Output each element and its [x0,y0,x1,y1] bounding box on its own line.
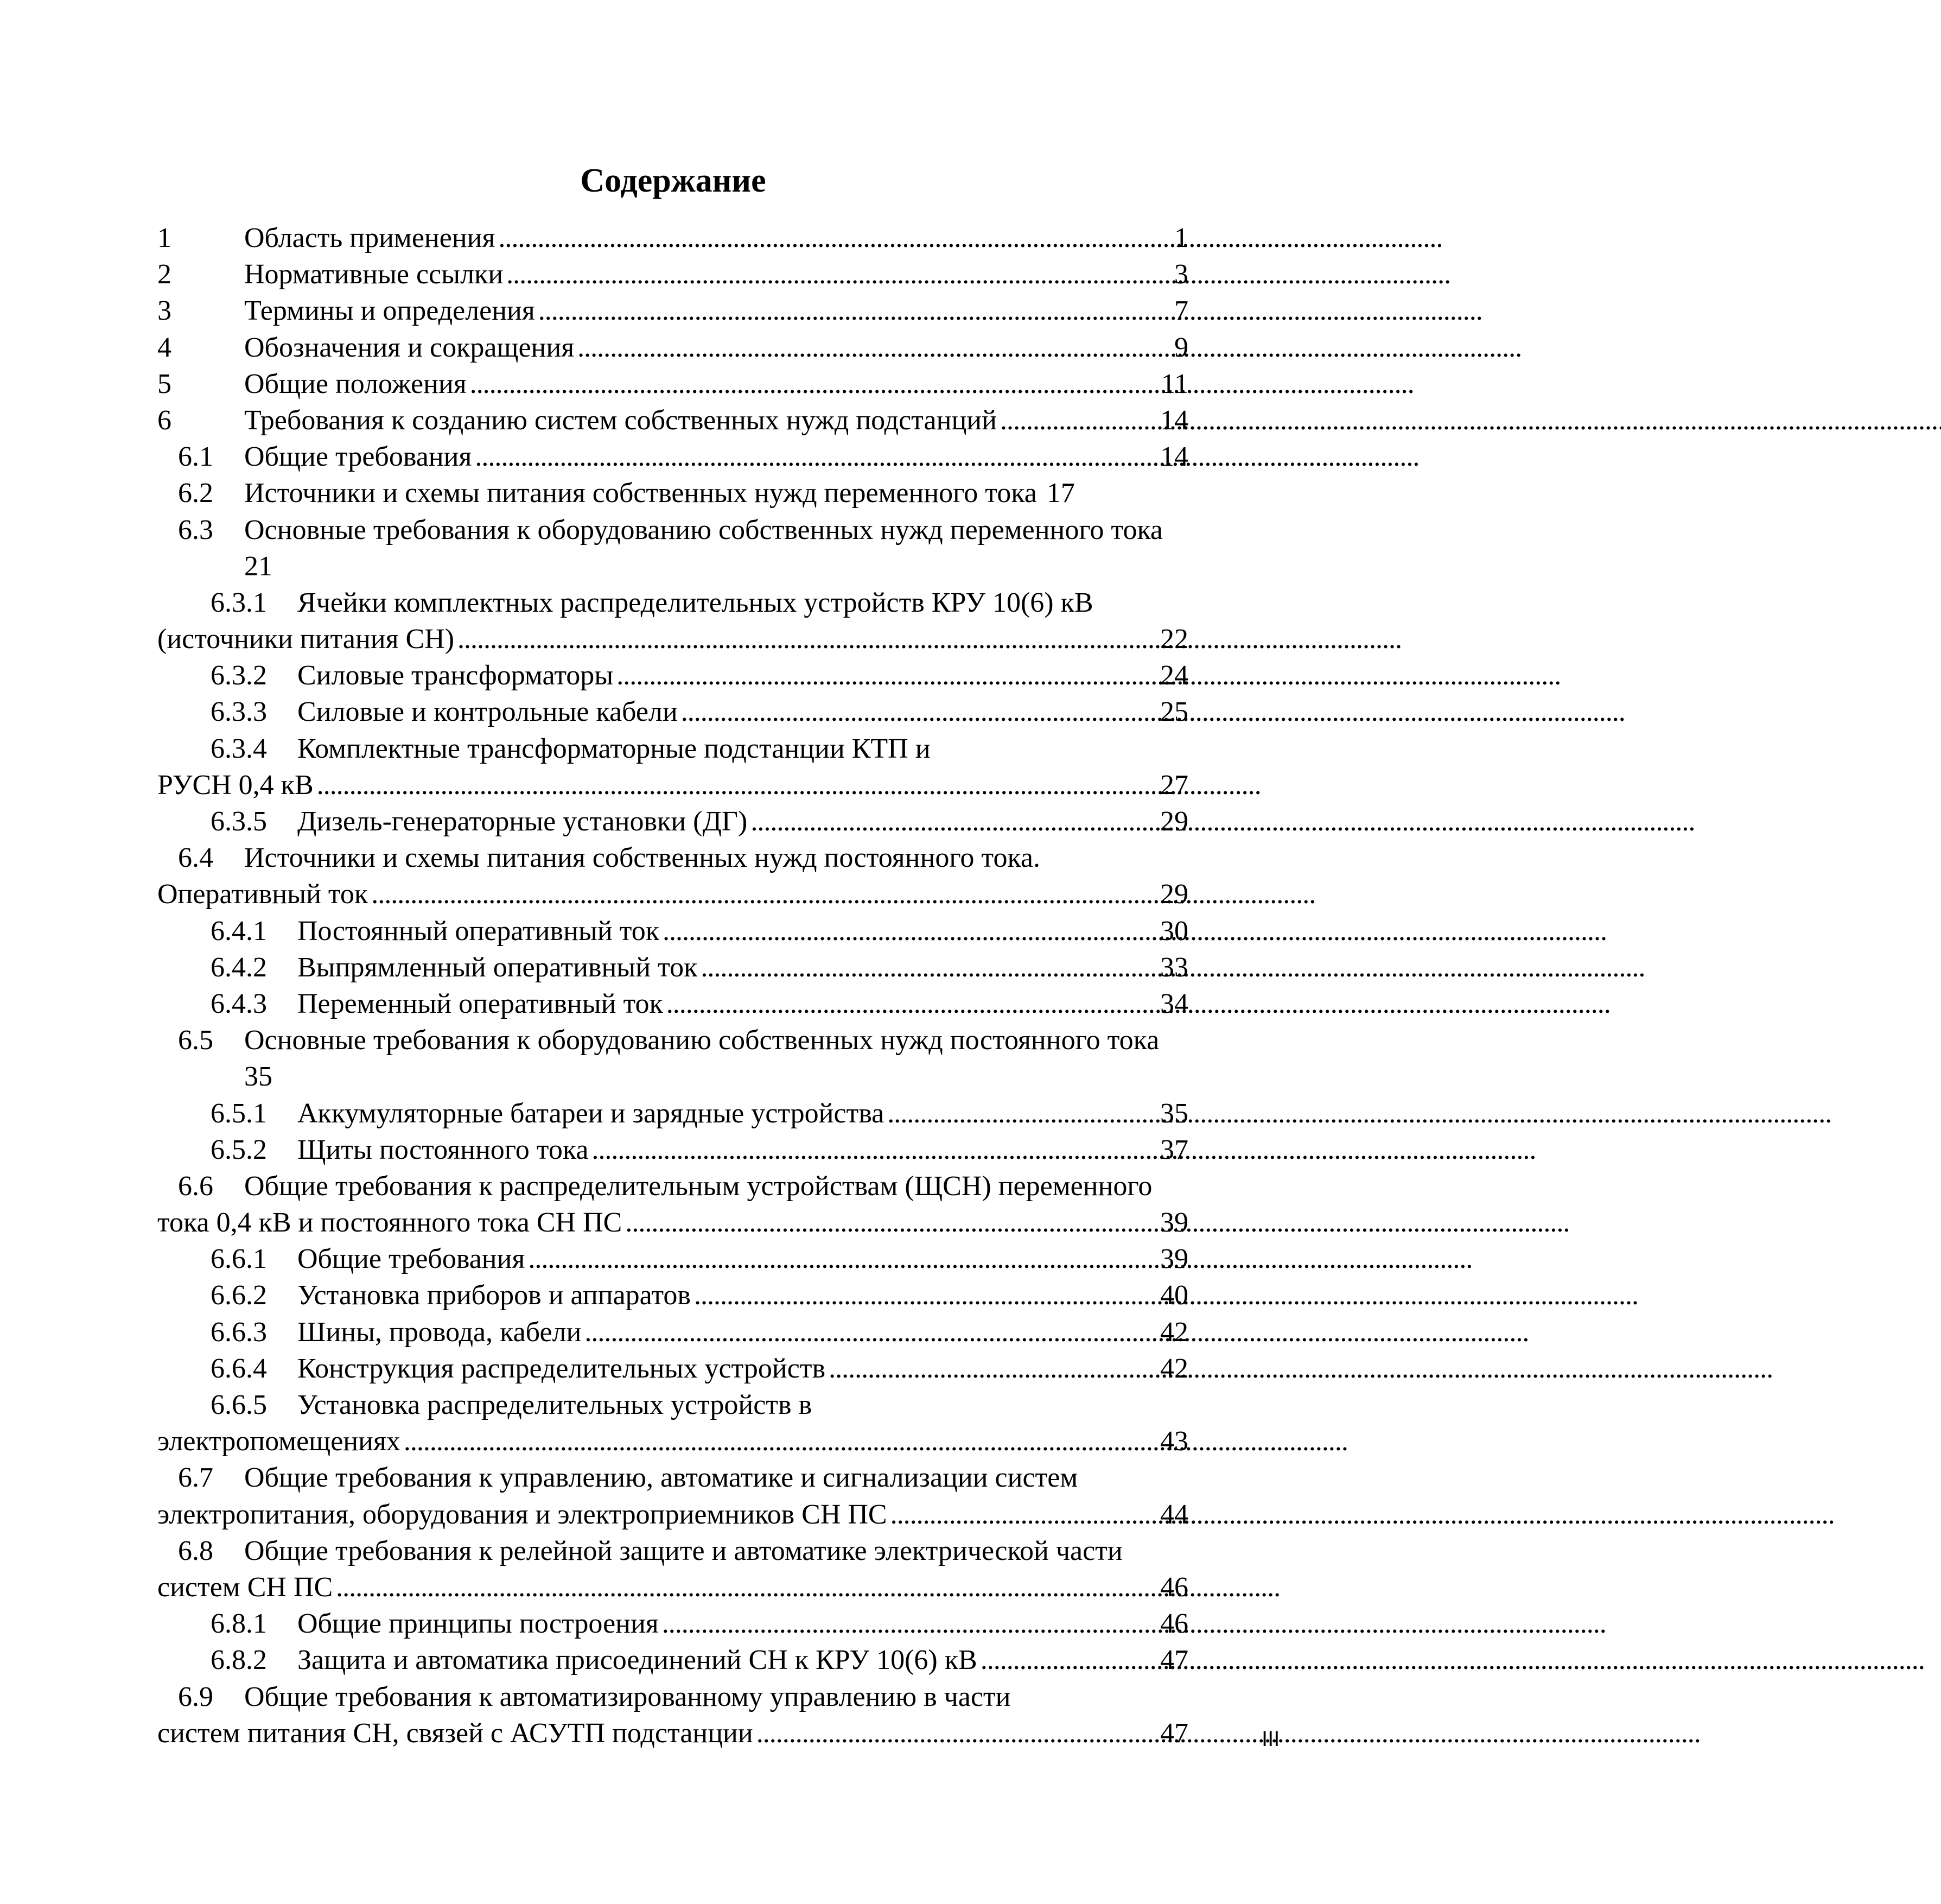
toc-entry-page: 7 [1174,295,1188,327]
toc-entry-text: Постоянный оперативный ток [297,915,659,947]
dot-leader [625,1204,1157,1241]
toc-entry-6-7[interactable] [157,1459,1188,1496]
dot-leader [591,1132,1157,1168]
toc-entry-6-2[interactable] [157,475,1188,511]
toc-entry-text: Защита и автоматика присоединений СН к КРУ 10(6) кВ [297,1645,977,1676]
toc-entry-page: 29 [1160,806,1188,837]
dot-leader [336,1569,1157,1605]
toc-entry-text: Комплектные трансформаторные подстанции КТП и [297,733,931,764]
toc-entry-number: 6.5.1 [211,1097,267,1129]
toc-entry-text-cont: электропомещениях [157,1426,400,1457]
toc-entry-number: 6.3.2 [211,660,267,691]
toc-entry-text-cont: (источники питания СН) [157,624,455,655]
dot-leader [528,1241,1157,1277]
toc-entry-text: Общие требования к релейной защите и автоматике электрической части [244,1535,1123,1566]
dot-leader [663,913,1157,949]
toc-entry-6-6-cont[interactable] [157,1204,1188,1241]
toc-entry-number: 6.1 [178,441,213,473]
toc-entry-6-6-5[interactable] [157,1387,1188,1423]
toc-entry-5[interactable] [157,366,1188,402]
toc-entry-number: 6.3.1 [211,587,267,618]
toc-entry-text: Конструкция распределительных устройств [297,1353,826,1384]
toc-entry-number: 6.6.2 [211,1280,267,1311]
toc-entry-6-8-1[interactable] [157,1605,1188,1642]
toc-entry-text: Установка приборов и аппаратов [297,1280,691,1311]
toc-entry-text: Силовые трансформаторы [297,660,614,691]
toc-entry-text: Область применения [244,223,495,253]
toc-entry-text: Требования к созданию систем собственных нужд подстанций [244,404,997,436]
toc-entry-page: 44 [1160,1499,1188,1530]
toc-entry-page: 14 [1160,404,1188,436]
toc-entry-6-5-1[interactable] [157,1095,1188,1132]
toc-entry-page: 22 [1160,624,1188,655]
toc-entry-6-8-cont[interactable] [157,1569,1188,1605]
toc-entry-text: Общие требования к автоматизированному управлению в части [244,1681,1011,1712]
toc-entry-6-3-3[interactable] [157,694,1188,730]
toc-entry-page: 35 [1160,1097,1188,1129]
dot-leader [701,949,1157,986]
toc-entry-6-5[interactable] [157,1022,1188,1058]
dot-leader [475,439,1157,475]
toc-entry-6-8[interactable] [157,1533,1188,1569]
toc-entry-6-3-page-line[interactable] [157,548,1188,585]
toc-entry-6-5-2[interactable] [157,1132,1188,1168]
toc-entry-4[interactable] [157,329,1188,366]
toc-entry-text-cont: электропитания, оборудования и электроприемников СН ПС [157,1499,887,1530]
toc-entry-text: Установка распределительных устройств в [297,1389,812,1420]
dot-leader [404,1423,1157,1459]
toc-entry-page: 39 [1160,1243,1188,1275]
toc-entry-page: 46 [1160,1571,1188,1603]
dot-leader [694,1277,1157,1313]
toc-entry-3[interactable] [157,293,1188,329]
toc-entry-6-3-1-cont[interactable] [157,621,1188,657]
toc-entry-number: 6 [157,404,171,436]
toc-entry-page: 24 [1160,660,1188,691]
dot-leader [981,1642,1157,1678]
dot-leader [506,256,1171,293]
toc-entry-6-5-page-line[interactable] [157,1058,1188,1095]
toc-entry-page: 33 [1160,951,1188,983]
toc-entry-6-1[interactable] [157,439,1188,475]
toc-entry-text: Общие положения [244,368,467,399]
toc-entry-text: Основные требования к оборудованию собственных нужд постоянного тока [244,1025,1160,1056]
dot-leader [470,366,1158,402]
dot-leader [577,329,1171,366]
toc-title: Содержание [580,162,766,199]
toc-entry-number: 6.3 [178,514,213,545]
dot-leader [887,1095,1157,1132]
dot-leader [890,1496,1157,1533]
toc-entry-text-cont: систем СН ПС [157,1571,333,1603]
toc-entry-6-3-4[interactable] [157,731,1188,767]
dot-leader [584,1314,1157,1350]
toc-entry-6-6-4[interactable] [157,1350,1188,1387]
toc-entry-6-6-5-cont[interactable] [157,1423,1188,1459]
toc-entry-text-cont: систем питания СН, связей с АСУТП подстанции [157,1717,753,1749]
toc-entry-number: 6.4.2 [211,951,267,983]
toc-entry-number: 6.6 [178,1170,213,1202]
toc-entry-page: 21 [244,550,272,582]
toc-entry-page: 27 [1160,769,1188,801]
toc-entry-text: Нормативные ссылки [244,259,504,290]
toc-entry-number: 6.8 [178,1535,213,1566]
toc-entry-text: Общие требования [297,1243,525,1275]
toc-entry-number: 6.3.4 [211,733,267,764]
toc-entry-6[interactable] [157,402,1188,439]
toc-entry-number: 6.8.1 [211,1608,267,1640]
toc-entry-text-cont: тока 0,4 кВ и постоянного тока СН ПС [157,1207,622,1239]
toc-entry-number: 6.8.2 [211,1645,267,1676]
toc-entry-text: Общие требования к управлению, автоматике и сигнализации систем [244,1462,1078,1494]
toc-entry-6-3[interactable] [157,512,1188,548]
toc-entry-6-6-3[interactable] [157,1314,1188,1350]
toc-entry-page: 42 [1160,1316,1188,1348]
toc-entry-text: Общие требования [244,441,472,473]
toc-entry-number: 6.6.5 [211,1389,267,1420]
toc-entry-6-3-5[interactable] [157,803,1188,840]
page-number: III [1262,1727,1280,1751]
toc-entry-text: Источники и схемы питания собственных нужд переменного тока [244,478,1037,509]
toc-entry-number: 6.3.5 [211,806,267,837]
toc-entry-page: 46 [1160,1608,1188,1640]
toc-entry-number: 6.4.1 [211,915,267,947]
toc-entry-number: 6.6.4 [211,1353,267,1384]
toc-entry-6-4-cont[interactable] [157,876,1188,912]
dot-leader [662,1605,1157,1642]
toc-entry-number: 2 [157,259,171,290]
toc-entry-page: 29 [1160,879,1188,910]
toc-entry-number: 6.5.2 [211,1134,267,1165]
toc-entry-6-9[interactable] [157,1679,1188,1715]
toc-entry-number: 1 [157,223,171,253]
toc-entry-page: 3 [1174,259,1188,290]
toc-entry-text-cont: Оперативный ток [157,879,368,910]
toc-entry-page: 9 [1174,332,1188,363]
toc-entry-number: 6.4 [178,842,213,874]
toc-entry-number: 6.2 [178,478,213,509]
toc-entry-page: 34 [1160,988,1188,1019]
dot-leader [681,694,1157,730]
toc-entry-6-3-1[interactable] [157,585,1188,621]
toc-entry-number: 6.4.3 [211,988,267,1019]
toc-entry-text: Общие принципы построения [297,1608,659,1640]
toc-entry-text-cont: РУСН 0,4 кВ [157,769,314,801]
toc-entry-text: Общие требования к распределительным устройствам (ЩСН) переменного [244,1170,1153,1202]
toc-entry-page: 39 [1160,1207,1188,1239]
dot-leader [756,1715,1157,1751]
toc-entry-6-7-cont[interactable] [157,1496,1188,1533]
toc-entry-text: Аккумуляторные батареи и зарядные устройства [297,1097,884,1129]
dot-leader [616,657,1157,694]
toc-entry-text: Термины и определения [244,295,535,327]
toc-entry-number: 5 [157,368,171,399]
toc-entry-number: 6.3.3 [211,696,267,728]
toc-entry-page: 14 [1160,441,1188,473]
toc-entry-number: 6.6.1 [211,1243,267,1275]
dot-leader [457,621,1157,657]
toc-entry-2[interactable] [157,256,1188,293]
toc-entry-text: Дизель-генераторные установки (ДГ) [297,806,748,837]
toc-entry-6-6-2[interactable] [157,1277,1188,1313]
toc-entry-text: Источники и схемы питания собственных нужд постоянного тока. [244,842,1040,874]
toc-entry-text: Ячейки комплектных распределительных устройств КРУ 10(6) кВ [297,587,1093,618]
toc-entry-6-4[interactable] [157,840,1188,876]
dot-leader [498,220,1171,256]
toc-entry-6-4-1[interactable] [157,913,1188,949]
toc-entry-6-6[interactable] [157,1168,1188,1204]
toc-entry-page: 47 [1160,1717,1188,1749]
toc-entry-page: 25 [1160,696,1188,728]
toc-entry-6-3-4-cont[interactable] [157,767,1188,803]
toc-entry-6-4-3[interactable] [157,986,1188,1022]
toc-entry-page: 11 [1161,368,1188,399]
dot-leader [538,293,1171,329]
toc-entry-text: Основные требования к оборудованию собственных нужд переменного тока [244,514,1163,545]
toc-entry-text: Щиты постоянного тока [297,1134,589,1165]
toc-entry-number: 6.5 [178,1025,213,1056]
toc-entry-6-3-2[interactable] [157,657,1188,694]
dot-leader [1000,402,1157,439]
dot-leader [371,876,1157,912]
toc-entry-text: Силовые и контрольные кабели [297,696,678,728]
toc-entry-page: 37 [1160,1134,1188,1165]
toc-entry-page: 40 [1160,1280,1188,1311]
toc-entry-text: Выпрямленный оперативный ток [297,951,698,983]
table-of-contents [157,220,1188,1751]
toc-entry-page: 42 [1160,1353,1188,1384]
toc-entry-1[interactable] [157,220,1188,256]
toc-entry-page: 17 [1046,478,1075,509]
toc-entry-page: 43 [1160,1426,1188,1457]
toc-entry-number: 6.6.3 [211,1316,267,1348]
toc-entry-page: 47 [1160,1645,1188,1676]
toc-entry-number: 4 [157,332,171,363]
toc-entry-page: 1 [1174,223,1188,253]
toc-entry-6-9-cont[interactable] [157,1715,1188,1751]
dot-leader [317,767,1157,803]
dot-leader [829,1350,1157,1387]
toc-entry-text: Обозначения и сокращения [244,332,575,363]
toc-entry-number: 6.7 [178,1462,213,1494]
toc-entry-number: 3 [157,295,171,327]
toc-entry-page: 30 [1160,915,1188,947]
dot-leader [666,986,1157,1022]
toc-entry-6-4-2[interactable] [157,949,1188,986]
toc-entry-number: 6.9 [178,1681,213,1712]
toc-entry-text: Переменный оперативный ток [297,988,663,1019]
toc-entry-6-8-2[interactable] [157,1642,1188,1678]
toc-entry-page: 35 [244,1061,272,1093]
toc-entry-text: Шины, провода, кабели [297,1316,582,1348]
dot-leader [750,803,1157,840]
toc-entry-6-6-1[interactable] [157,1241,1188,1277]
